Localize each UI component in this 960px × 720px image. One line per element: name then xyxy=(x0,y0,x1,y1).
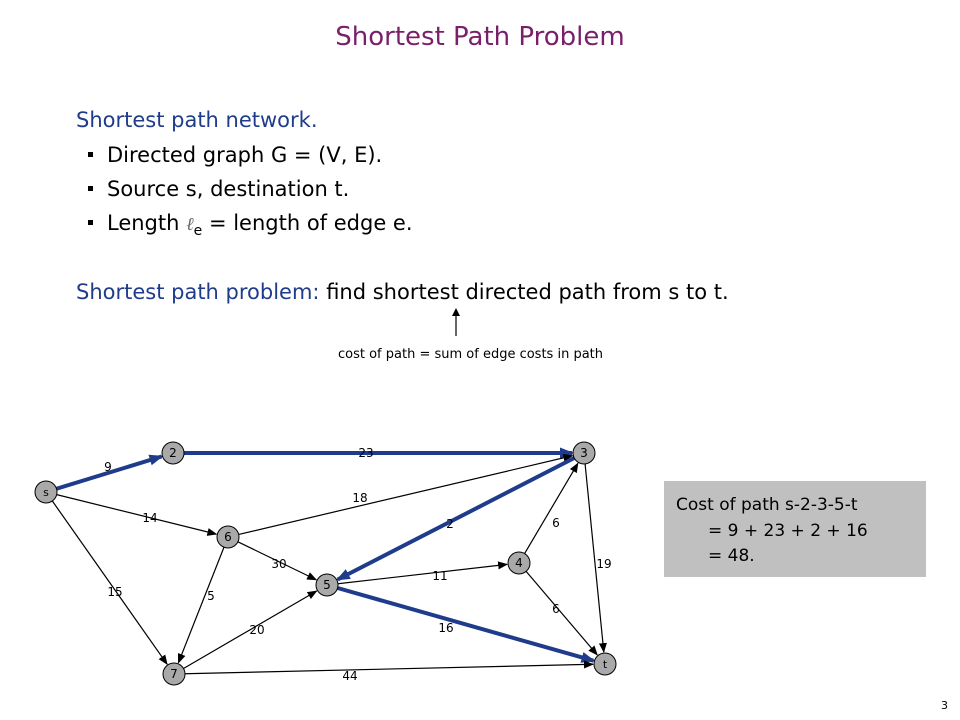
node-4 xyxy=(508,552,530,574)
edge-3-5 xyxy=(338,458,575,579)
edge-weight-4-t: 6 xyxy=(552,602,560,616)
edge-weight-7-t: 44 xyxy=(342,669,358,683)
edge-weight-2-3: 23 xyxy=(358,446,374,460)
problem-text: find shortest directed path from s to t. xyxy=(326,280,729,304)
edge-weight-6-5: 30 xyxy=(271,557,287,571)
edge-weight-6-7: 5 xyxy=(207,589,215,603)
shortest-path-graph xyxy=(0,420,660,700)
node-6 xyxy=(217,526,239,548)
bullet-directed-graph xyxy=(88,143,382,167)
problem-statement xyxy=(76,280,729,304)
node-label: 5 xyxy=(323,578,331,592)
node-label: 4 xyxy=(515,556,523,570)
node-s xyxy=(35,481,57,503)
edge-6-3 xyxy=(239,456,573,535)
node-label: 2 xyxy=(169,446,177,460)
node-7 xyxy=(163,663,185,685)
node-label: 6 xyxy=(224,530,232,544)
edge-4-3 xyxy=(525,463,578,553)
node-label: 7 xyxy=(170,667,178,681)
bullet-text: Directed graph G = (V, E). xyxy=(107,143,383,167)
network-heading: Shortest path network. xyxy=(76,108,318,132)
length-symbol: ℓ xyxy=(186,214,194,235)
length-prefix: Length xyxy=(107,211,180,235)
page-title: Shortest Path Problem xyxy=(335,22,625,52)
edge-weight-3-t: 19 xyxy=(596,557,612,571)
bullet-source-destination xyxy=(88,177,349,201)
page-number: 3 xyxy=(941,699,948,712)
edge-s-6 xyxy=(57,495,217,534)
edge-weight-6-3: 18 xyxy=(352,491,368,505)
node-t xyxy=(594,653,616,675)
edge-weight-7-5: 20 xyxy=(249,623,265,637)
node-label: s xyxy=(43,486,49,499)
edge-weight-5-t: 16 xyxy=(438,621,454,635)
cost-line-3: = 48. xyxy=(708,546,755,566)
edge-s-7 xyxy=(52,501,167,664)
cost-line-2: = 9 + 23 + 2 + 16 xyxy=(708,521,868,541)
node-5 xyxy=(316,574,338,596)
length-definition: = length of edge e. xyxy=(208,211,413,235)
edge-7-t xyxy=(185,664,593,673)
node-label: 3 xyxy=(580,446,588,460)
node-3 xyxy=(573,442,595,464)
node-2 xyxy=(162,442,184,464)
bullet-marker xyxy=(88,186,93,191)
edge-5-t xyxy=(338,588,594,661)
edge-6-7 xyxy=(178,547,224,663)
cost-line-1: Cost of path s-2-3-5-t xyxy=(676,495,858,515)
edge-4-t xyxy=(526,571,597,654)
length-subscript: e xyxy=(193,223,203,239)
bullet-marker xyxy=(88,220,93,225)
bullet-length xyxy=(88,211,413,239)
problem-label: Shortest path problem: xyxy=(76,280,320,304)
cost-caption: cost of path = sum of edge costs in path xyxy=(338,347,603,362)
edge-weight-s-7: 15 xyxy=(107,585,123,599)
edge-weight-3-5: 2 xyxy=(446,517,454,531)
bullet-text: Source s, destination t. xyxy=(107,177,350,201)
up-arrow-icon xyxy=(450,308,462,336)
edge-weight-s-2: 9 xyxy=(104,460,112,474)
edge-weight-s-6: 14 xyxy=(142,511,158,525)
edge-weight-5-4: 11 xyxy=(432,569,448,583)
cost-summary-box xyxy=(664,481,926,577)
node-label: t xyxy=(602,658,608,671)
edge-weight-4-3: 6 xyxy=(552,516,560,530)
bullet-marker xyxy=(88,152,93,157)
